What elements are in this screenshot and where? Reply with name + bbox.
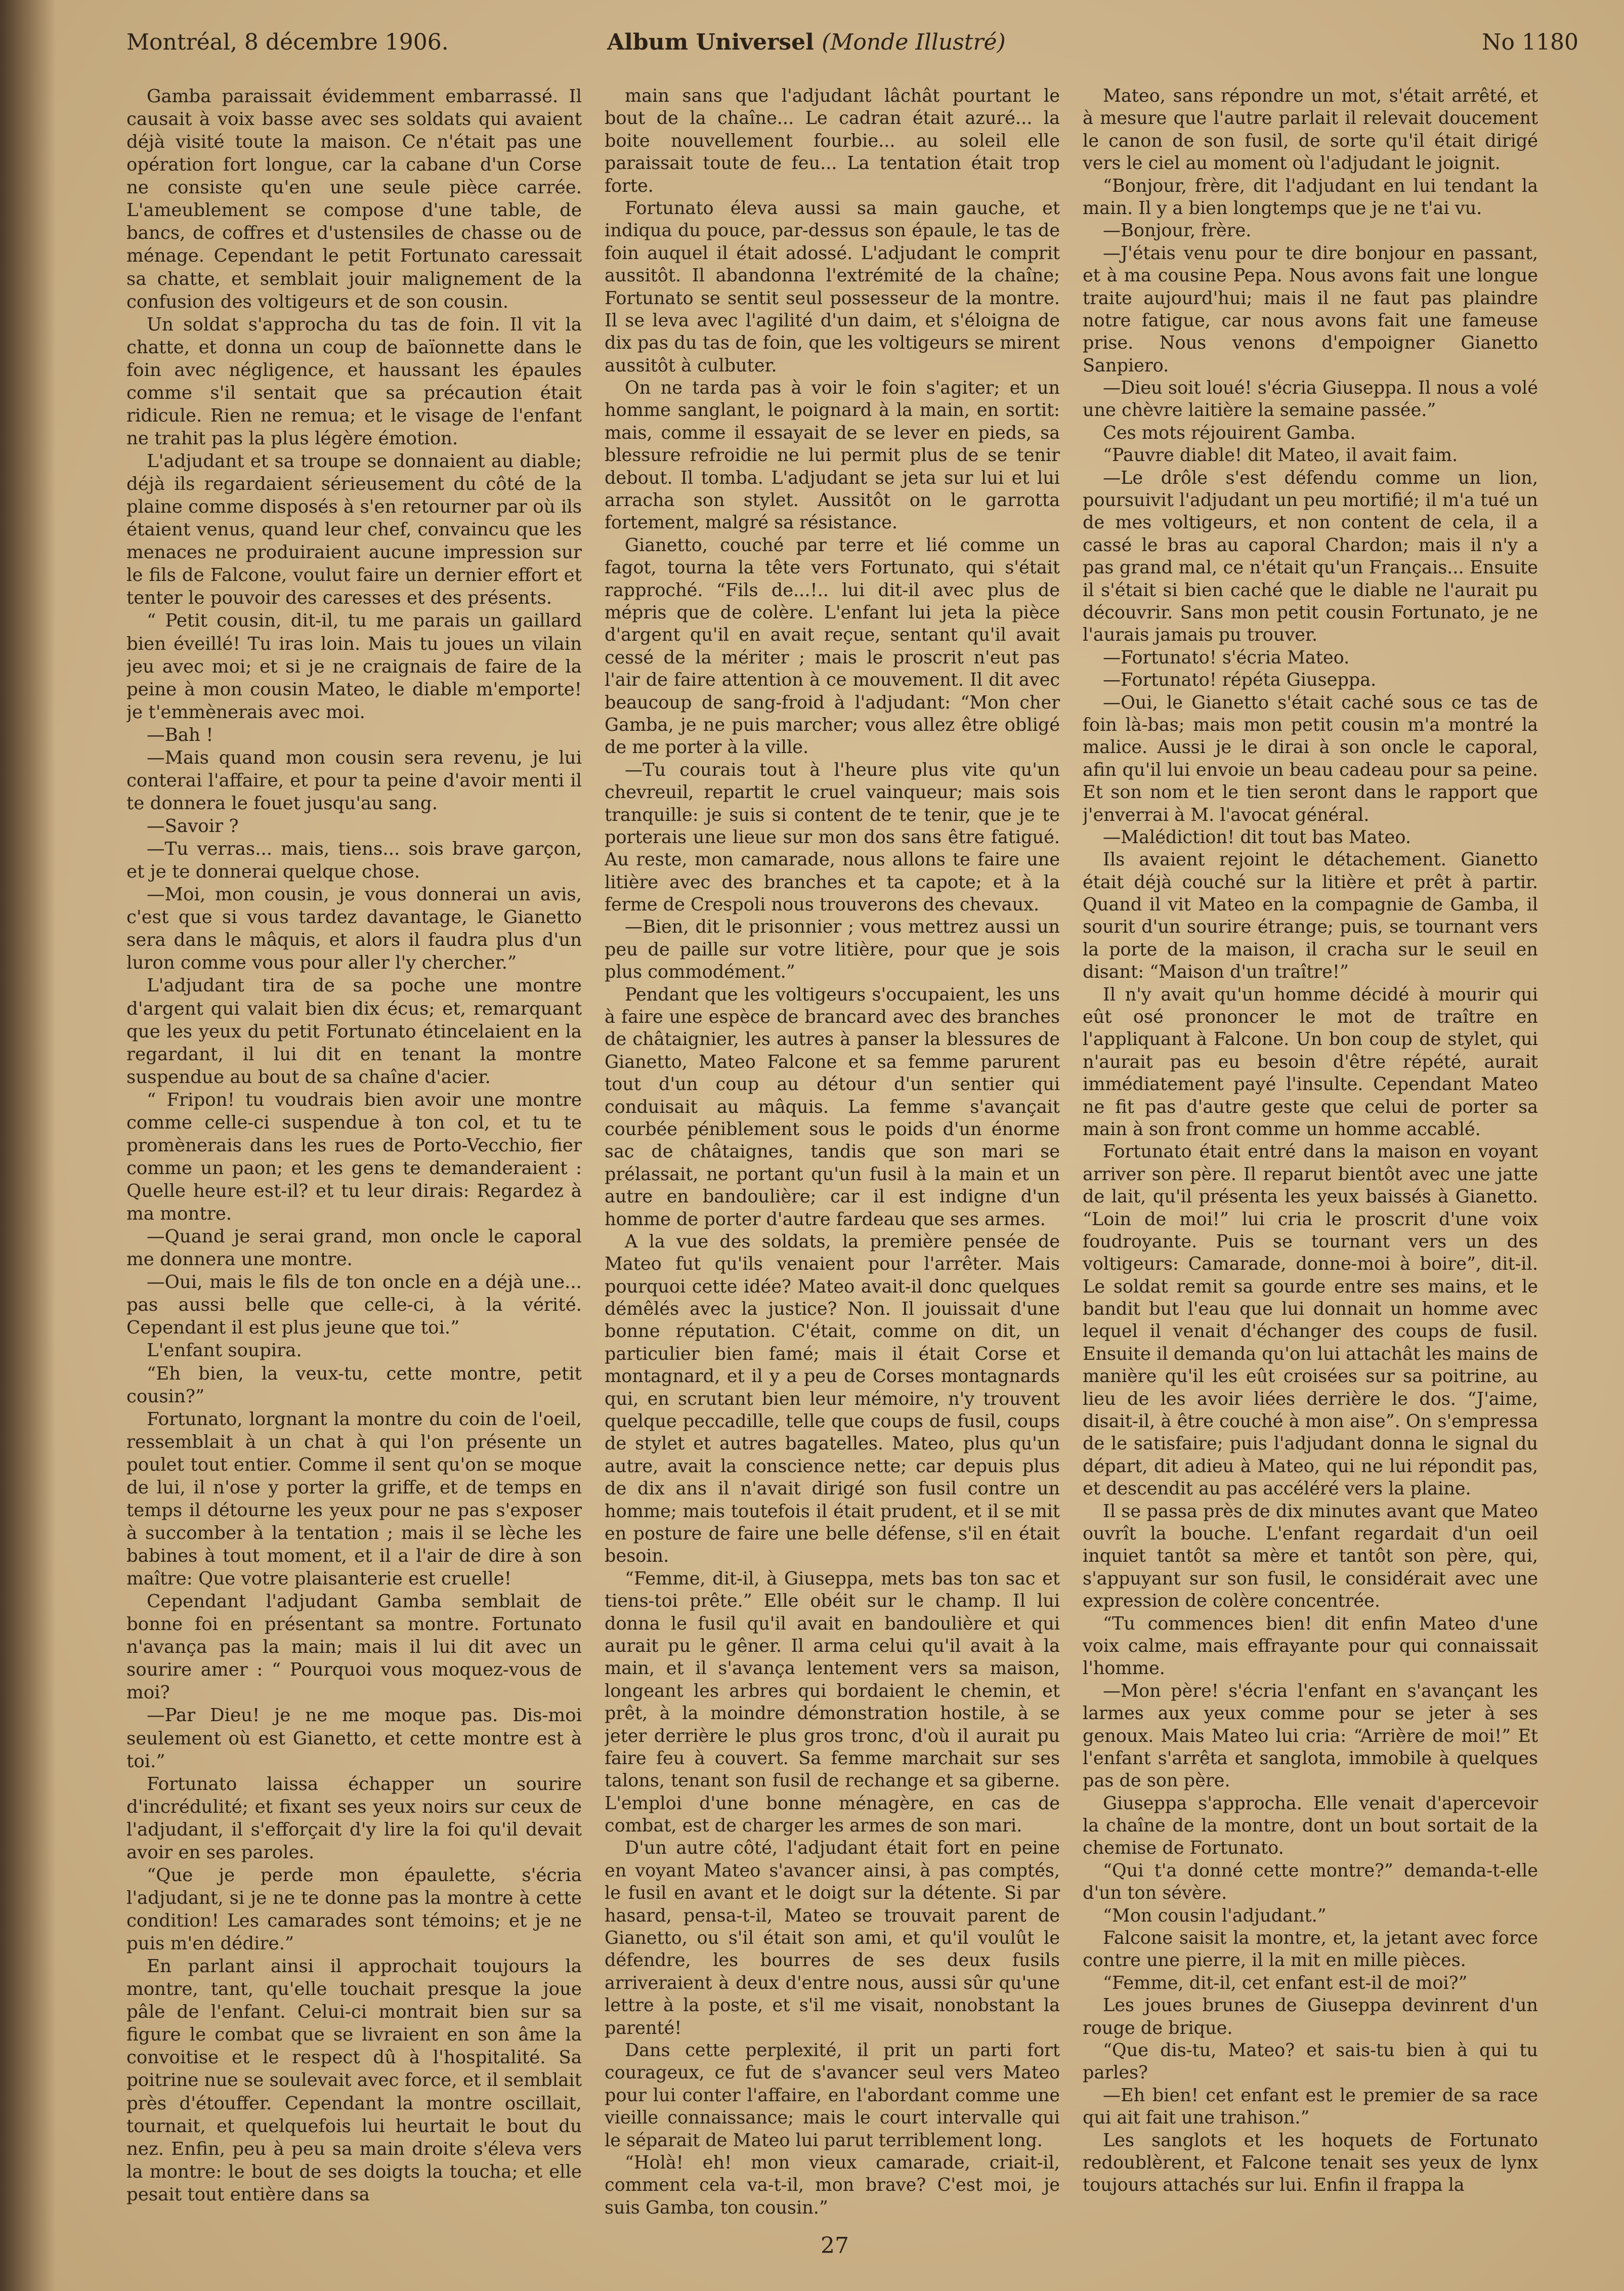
- paragraph: Il n'y avait qu'un homme décidé à mourir qui eût osé prononcer le mot de traître en l'appliquant à Falcone. Un bon coup de stylet, qui n'aurait pas eu besoin d'être répété, aurait immédiatement payé l'insulte. Cependant Mateo ne fit pas d'autre geste que celui de porter sa main à son front comme un homme accablé.: [1083, 984, 1538, 1140]
- paragraph: L'adjudant tira de sa poche une montre d'argent qui valait bien dix écus; et, remarquant que les yeux du petit Fortunato étincelaient en la regardant, il lui dit en tenant la montre suspendue au bout de sa chaîne d'acier.: [126, 975, 582, 1088]
- paragraph: A la vue des soldats, la première pensée de Mateo fut qu'ils venaient pour l'arrêter. Mais pourquoi cette idée? Mateo avait-il donc quelques démêlés avec la justice? Non. Il jouissait d'une bonne réputation. C'était, comme on dit, un particulier bien famé; mais il était Corse et montagnard, et il y a peu de Corses montagnards qui, en scrutant bien leur mémoire, n'y trouvent quelque peccadille, telle que coups de fusil, coups de stylet et autres bagatelles. Mateo, plus qu'un autre, avait la conscience nette; car depuis plus de dix ans il n'avait dirigé son fusil contre un homme; mais toutefois il était prudent, et il se mit en posture de faire une belle défense, s'il en était besoin.: [605, 1231, 1060, 1567]
- paragraph: “ Fripon! tu voudrais bien avoir une montre comme celle-ci suspendue à ton col, et tu te promènerais dans les rues de Porto-Vecchio, fier comme un paon; et les gens te demanderaient : Quelle heure est-il? et tu leur dirais: Regardez à ma montre.: [126, 1089, 582, 1225]
- paragraph: Pendant que les voltigeurs s'occupaient, les uns à faire une espèce de brancard avec des branches de châtaignier, les autres à panser la blessures de Gianetto, Mateo Falcone et sa femme parurent tout d'un coup au détour d'un sentier qui conduisait au mâquis. La femme s'avançait courbée péniblement sous le poids d'un énorme sac de châtaignes, tandis que son mari se prélassait, ne portant qu'un fusil à la main et un autre en bandoulière; car il est indigne d'un homme de porter d'autre fardeau que ses armes.: [605, 984, 1060, 1230]
- paragraph: —Quand je serai grand, mon oncle le caporal me donnera une montre.: [126, 1226, 582, 1270]
- paragraph: En parlant ainsi il approchait toujours la montre, tant, qu'elle touchait presque la joue pâle de l'enfant. Celui-ci montrait bien sur sa figure le combat que se livraient en son âme la convoitise et le respect dû à l'hospitalité. Sa poitrine nue se soulevait avec force, et il semblait près d'étouffer. Cependant la montre oscillait, tournait, et quelquefois lui heurtait le bout du nez. Enfin, peu à peu sa main droite s'éleva vers la montre: le bout de ses doigts la toucha; et elle pesait tout entière dans sa: [126, 1956, 582, 2205]
- paragraph: “Qui t'a donné cette montre?” demanda-t-elle d'un ton sévère.: [1083, 1860, 1538, 1904]
- paragraph: On ne tarda pas à voir le foin s'agiter; et un homme sanglant, le poignard à la main, en sortit: mais, comme il essayait de se lever en pieds, sa blessure refroidie ne lui permit plus de se tenir debout. Il tomba. L'adjudant se jeta sur lui et lui arracha son stylet. Aussitôt on le garrotta fortement, malgré sa résistance.: [605, 378, 1060, 533]
- paragraph: —Mon père! s'écria l'enfant en s'avançant les larmes aux yeux comme pour se jeter à ses genoux. Mais Mateo lui cria: “Arrière de moi!” Et l'enfant s'arrêta et sanglota, immobile à quelques pas de son père.: [1083, 1680, 1538, 1792]
- paragraph: Mateo, sans répondre un mot, s'était arrêté, et à mesure que l'autre parlait il relevait doucement le canon de son fusil, de sorte qu'il était dirigé vers le ciel au moment où l'adjudant le joignit.: [1083, 86, 1538, 174]
- paragraph: “Que je perde mon épaulette, s'écria l'adjudant, si je ne te donne pas la montre à cette condition! Les camarades sont témoins; et je ne puis m'en dédire.”: [126, 1864, 582, 1954]
- paragraph: L'adjudant et sa troupe se donnaient au diable; déjà ils regardaient sérieusement du côté de la plaine comme disposés à s'en retourner par où ils étaient venus, quand leur chef, convaincu que les menaces ne produiraient aucune impression sur le fils de Falcone, voulut faire un dernier effort et tenter le pouvoir des caresses et des présents.: [126, 451, 582, 609]
- header-date: Montréal, 8 décembre 1906.: [126, 29, 449, 55]
- paragraph: —Tu verras... mais, tiens... sois brave garçon, et je te donnerai quelque chose.: [126, 839, 582, 883]
- paragraph: —Moi, mon cousin, je vous donnerai un avis, c'est que si vous tardez davantage, le Gianetto sera dans le mâquis, et alors il faudra plus d'un luron comme vous pour aller l'y chercher.”: [126, 884, 582, 974]
- text-column-3: [1083, 85, 1538, 2221]
- header-masthead: [607, 29, 1006, 55]
- paragraph: —J'étais venu pour te dire bonjour en passant, et à ma cousine Pepa. Nous avons fait une longue traite aujourd'hui; mais il ne faut pas plaindre notre fatigue, car nous avons fait une fameuse prise. Nous venons d'empoigner Gianetto Sanpiero.: [1083, 242, 1538, 376]
- paragraph: Il se passa près de dix minutes avant que Mateo ouvrît la bouche. L'enfant regardait d'un oeil inquiet tantôt sa mère et tantôt son père, qui, s'appuyant sur son fusil, le considérait avec une expression de colère concentrée.: [1083, 1501, 1538, 1612]
- page-header: [126, 29, 1594, 65]
- paragraph: D'un autre côté, l'adjudant était fort en peine en voyant Mateo s'avancer ainsi, à pas comptés, le fusil en avant et le doigt sur la détente. Si par hasard, pensa-t-il, Mateo se trouvait parent de Gianetto, ou s'il était son ami, et qu'il voulût le défendre, les bourres de ses deux fusils arriveraient à deux d'entre nous, aussi sûr qu'une lettre à la poste, et s'il me visait, nonobstant la parenté!: [605, 1838, 1060, 2038]
- paragraph: Fortunato éleva aussi sa main gauche, et indiqua du pouce, par-dessus son épaule, le tas de foin auquel il était adossé. L'adjudant le comprit aussitôt. Il abandonna l'extrémité de la chaîne; Fortunato se sentit seul possesseur de la montre. Il se leva avec l'agilité d'un daim, et s'éloigna de dix pas du tas de foin, que les voltigeurs se mirent aussitôt à culbuter.: [605, 197, 1060, 376]
- paragraph: —Par Dieu! je ne me moque pas. Dis-moi seulement où est Gianetto, et cette montre est à toi.”: [126, 1705, 582, 1772]
- paragraph: —Bien, dit le prisonnier ; vous mettrez aussi un peu de paille sur votre litière, pour que je sois plus commodément.”: [605, 917, 1060, 983]
- masthead-title: Album Universel: [607, 29, 814, 55]
- paragraph: Ils avaient rejoint le détachement. Gianetto était déjà couché sur la litière et prêt à partir. Quand il vit Mateo en la compagnie de Gamba, il sourit d'un sourire étrange; puis, se tournant vers la porte de la maison, il cracha sur le seuil en disant: “Maison d'un traître!”: [1083, 849, 1538, 983]
- paragraph: Les joues brunes de Giuseppa devinrent d'un rouge de brique.: [1083, 1995, 1538, 2038]
- paragraph: Fortunato était entré dans la maison en voyant arriver son père. Il reparut bientôt avec une jatte de lait, qu'il présenta les yeux baissés à Gianetto. “Loin de moi!” lui cria le proscrit d'une voix foudroyante. Puis se tournant vers un des voltigeurs: Camarade, donne-moi à boire”, dit-il. Le soldat remit sa gourde entre ses mains, et le bandit but l'eau que lui donnait un homme avec lequel il venait d'échanger des coups de fusil. Ensuite il demanda qu'on lui attachât les mains de manière qu'il les eût croisées sur sa poitrine, au lieu de les avoir liées derrière le dos. “J'aime, disait-il, à être couché à mon aise”. On s'empressa de le satisfaire; puis l'adjudant donna le signal du départ, dit adieu à Mateo, qui ne lui répondit pas, et descendit au pas accéléré vers la plaine.: [1083, 1141, 1538, 1499]
- paragraph: —Tu courais tout à l'heure plus vite qu'un chevreuil, repartit le cruel vainqueur; mais sois tranquille: je suis si content de te tenir, que je te porterais une lieue sur mon dos sans être fatigué. Au reste, mon camarade, nous allons te faire une litière avec des branches et ta capote; et à la ferme de Crespoli nous trouverons des chevaux.: [605, 759, 1060, 915]
- paragraph: “ Petit cousin, dit-il, tu me parais un gaillard bien éveillé! Tu iras loin. Mais tu joues un vilain jeu avec moi; et si je ne craignais de faire de la peine à mon cousin Mateo, le diable m'emporte! je t'emmènerais avec moi.: [126, 610, 582, 723]
- paragraph: —Bah !: [147, 724, 213, 745]
- paragraph: Dans cette perplexité, il prit un parti fort courageux, ce fut de s'avancer seul vers Mateo pour lui conter l'affaire, en l'abordant comme une vieille connaissance; mais le court intervalle qui le séparait de Mateo lui parut terriblement long.: [605, 2039, 1060, 2151]
- masthead-subtitle: (Monde Illustré): [822, 29, 1006, 55]
- paragraph: “Mon cousin l'adjudant.”: [1103, 1905, 1327, 1926]
- paragraph: Les sanglots et les hoquets de Fortunato redoublèrent, et Falcone tenait ses yeux de lynx toujours attachés sur lui. Enfin il frappa la: [1083, 2130, 1538, 2196]
- paragraph: —Savoir ?: [147, 816, 239, 837]
- paragraph: Cependant l'adjudant Gamba semblait de bonne foi en présentant sa montre. Fortunato n'avança pas la main; mais il lui dit avec un sourire amer : “ Pourquoi vous moquez-vous de moi?: [126, 1591, 582, 1703]
- paragraph: —Fortunato! s'écria Mateo.: [1103, 647, 1350, 668]
- paragraph: Giuseppa s'approcha. Elle venait d'apercevoir la chaîne de la montre, dont un bout sortait de la chemise de Fortunato.: [1083, 1793, 1538, 1859]
- paragraph: Ces mots réjouirent Gamba.: [1103, 422, 1356, 443]
- binding-gutter-shadow: [0, 0, 56, 2291]
- paragraph: “Femme, dit-il, cet enfant est-il de moi?”: [1103, 1972, 1468, 1993]
- header-issue-number: No 1180: [1482, 29, 1578, 55]
- paragraph: —Fortunato! répéta Giuseppa.: [1103, 670, 1377, 691]
- page-number: 27: [821, 2233, 849, 2259]
- paragraph: —Oui, le Gianetto s'était caché sous ce tas de foin là-bas; mais mon petit cousin m'a montré la malice. Aussi je le dirai à son oncle le caporal, afin qu'il lui envoie un beau cadeau pour sa peine. Et son nom et le tien seront dans le rapport que j'enverrai à M. l'avocat général.: [1083, 692, 1538, 825]
- paragraph: “Bonjour, frère, dit l'adjudant en lui tendant la main. Il y a bien longtemps que je ne t'ai vu.: [1083, 175, 1538, 219]
- paragraph: —Dieu soit loué! s'écria Giuseppa. Il nous a volé une chèvre laitière la semaine passée.”: [1083, 378, 1538, 421]
- paragraph: “Pauvre diable! dit Mateo, il avait faim.: [1103, 445, 1458, 466]
- paragraph: main sans que l'adjudant lâchât pourtant le bout de la chaîne... Le cadran était azuré... la boite nouvellement fourbie... au soleil elle paraissait toute de feu... La tentation était trop forte.: [605, 86, 1060, 196]
- paragraph: Gamba paraissait évidemment embarrassé. Il causait à voix basse avec ses soldats qui avaient déjà visité toute la maison. Ce n'était pas une opération fort longue, car la cabane d'un Corse ne consiste qu'en une seule pièce carrée. L'ameublement se compose d'une table, de bancs, de coffres et d'ustensiles de chasse ou de ménage. Cependant le petit Fortunato caressait sa chatte, et semblait jouir malignement de la confusion des voltigeurs et de son cousin.: [126, 86, 582, 312]
- text-column-1: [126, 85, 582, 2221]
- text-column-2: [605, 85, 1060, 2221]
- paragraph: Fortunato laissa échapper un sourire d'incrédulité; et fixant ses yeux noirs sur ceux de l'adjudant, il s'efforçait d'y lire la foi qu'il devait avoir en ses paroles.: [126, 1773, 582, 1863]
- paragraph: “Que dis-tu, Mateo? et sais-tu bien à qui tu parles?: [1083, 2039, 1538, 2084]
- paragraph: “Femme, dit-il, à Giuseppa, mets bas ton sac et tiens-toi prête.” Elle obéit sur le champ. Il lui donna le fusil qu'il avait en bandoulière et qui aurait pu le gêner. Il arma celui qu'il avait à la main, et il s'avança lentement vers sa maison, longeant les arbres qui bordaient le chemin, et prêt, à la moindre démonstration hostile, à se jeter derrière le plus gros tronc, d'où il aurait pu faire feu à couvert. Sa femme marchait sur ses talons, tenant son fusil de rechange et sa giberne. L'emploi d'une bonne ménagère, en cas de combat, est de charger les armes de son mari.: [605, 1568, 1060, 1837]
- paragraph: “Tu commences bien! dit enfin Mateo d'une voix calme, mais effrayante pour qui connaissait l'homme.: [1083, 1613, 1538, 1679]
- paragraph: Un soldat s'approcha du tas de foin. Il vit la chatte, et donna un coup de baïonnette dans le foin avec négligence, et haussant les épaules comme s'il sentait que sa précaution était ridicule. Rien ne remua; et le visage de l'enfant ne trahit pas la plus légère émotion.: [126, 314, 582, 449]
- paragraph: Gianetto, couché par terre et lié comme un fagot, tourna la tête vers Fortunato, qui s'était rapproché. “Fils de...!.. lui dit-il avec plus de mépris que de colère. L'enfant lui jeta la pièce d'argent qu'il en avait reçue, sentant qu'il avait cessé de la mériter ; mais le proscrit n'eut pas l'air de faire attention à ce mouvement. Il dit avec beaucoup de sang-froid à l'adjudant: “Mon cher Gamba, je ne puis marcher; vous allez être obligé de me porter à la ville.: [605, 534, 1060, 758]
- paragraph: Falcone saisit la montre, et, la jetant avec force contre une pierre, il la mit en mille pièces.: [1083, 1928, 1538, 1971]
- paragraph: —Le drôle s'est défendu comme un lion, poursuivit l'adjudant un peu mortifié; il m'a tué un de mes voltigeurs, et non content de cela, il a cassé le bras au caporal Chardon; mais il n'y a pas grand mal, ce n'était qu'un Français... Ensuite il s'était si bien caché que le diable ne l'aurait pu découvrir. Sans mon petit cousin Fortunato, je ne l'aurais jamais pu trouver.: [1083, 467, 1538, 646]
- paragraph: —Eh bien! cet enfant est le premier de sa race qui ait fait une trahison.”: [1083, 2085, 1538, 2129]
- paragraph: Fortunato, lorgnant la montre du coin de l'oeil, ressemblait à un chat à qui l'on présente un poulet tout entier. Comme il sent qu'on se moque de lui, il n'ose y porter la griffe, et de temps en temps il détourne les yeux pour ne pas s'exposer à succomber à la tentation ; mais il se lèche les babines à tout moment, et il a l'air de dire à son maître: Que votre plaisanterie est cruelle!: [126, 1408, 582, 1590]
- paragraph: —Mais quand mon cousin sera revenu, je lui conterai l'affaire, et pour ta peine d'avoir menti il te donnera le fouet jusqu'au sang.: [126, 747, 582, 814]
- paragraph: —Oui, mais le fils de ton oncle en a déjà une... pas aussi belle que celle-ci, à la vérité. Cependant il est plus jeune que toi.”: [126, 1272, 582, 1339]
- paragraph: L'enfant soupira.: [147, 1340, 302, 1361]
- paragraph: —Malédiction! dit tout bas Mateo.: [1103, 826, 1412, 848]
- paragraph: “Eh bien, la veux-tu, cette montre, petit cousin?”: [126, 1363, 582, 1407]
- paragraph: “Holà! eh! mon vieux camarade, criait-il, comment cela va-t-il, mon brave? C'est moi, je suis Gamba, ton cousin.”: [605, 2152, 1060, 2218]
- paragraph: —Bonjour, frère.: [1103, 220, 1252, 241]
